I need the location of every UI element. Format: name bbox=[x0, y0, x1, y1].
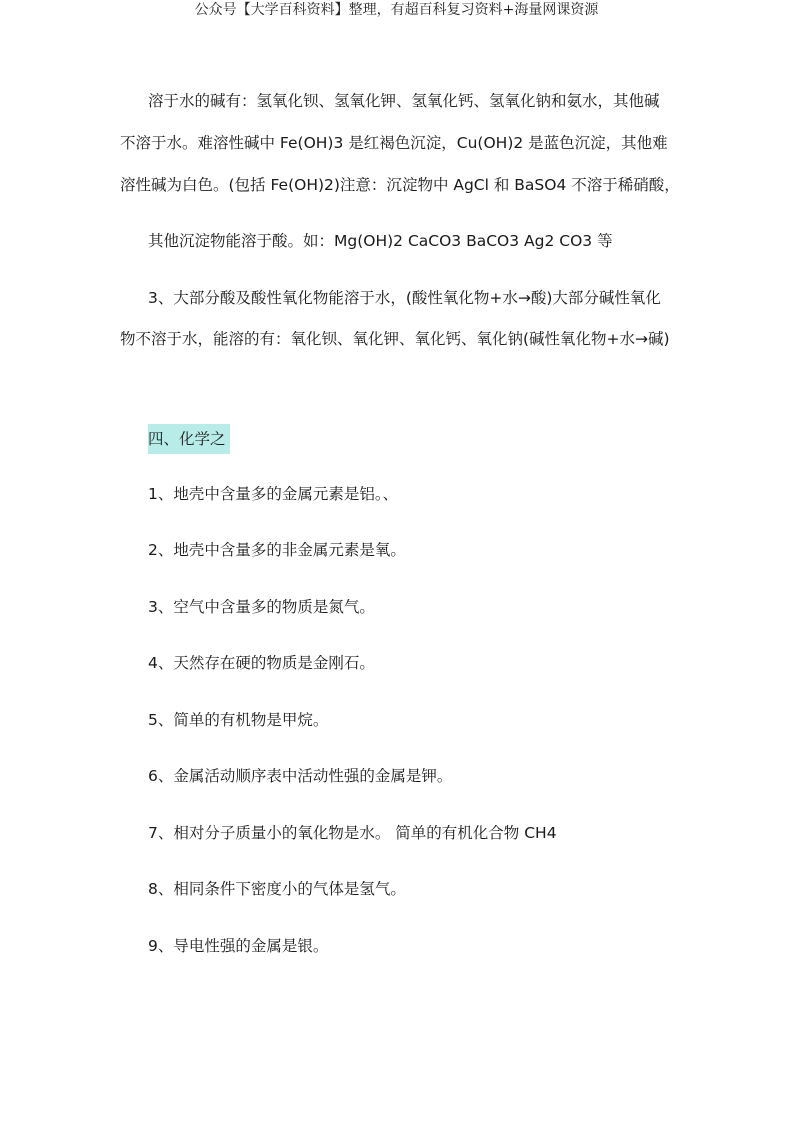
paragraph1-line-3: 溶性碱为白色。(包括 Fe(OH)2)注意：沉淀物中 AgCl 和 BaSO4 不溶于稀硝酸， bbox=[120, 176, 680, 194]
paragraph2-line-1: 3、大部分酸及酸性氧化物能溶于水，(酸性氧化物+水→酸)大部分碱性氧化 bbox=[148, 289, 661, 307]
list-item: 6、金属活动顺序表中活动性强的金属是钾。 bbox=[148, 767, 453, 785]
paragraph1-line-4: 其他沉淀物能溶于酸。如：Mg(OH)2 CaCO3 BaCO3 Ag2 CO3 等 bbox=[148, 232, 613, 250]
list-item: 2、地壳中含量多的非金属元素是氧。 bbox=[148, 541, 406, 559]
paragraph1-line-2: 不溶于水。难溶性碱中 Fe(OH)3 是红褐色沉淀，Cu(OH)2 是蓝色沉淀，其他难 bbox=[120, 134, 668, 152]
list-item: 7、相对分子质量小的氧化物是水。 简单的有机化合物 CH4 bbox=[148, 824, 557, 842]
list-item: 8、相同条件下密度小的气体是氢气。 bbox=[148, 880, 406, 898]
section-heading: 四、化学之 bbox=[148, 424, 230, 454]
list-item: 1、地壳中含量多的金属元素是铝。、 bbox=[148, 485, 399, 503]
list-item: 5、简单的有机物是甲烷。 bbox=[148, 711, 329, 729]
list-item: 3、空气中含量多的物质是氮气。 bbox=[148, 598, 375, 616]
paragraph1-line-1: 溶于水的碱有：氢氧化钡、氢氧化钾、氢氧化钙、氢氧化钠和氨水，其他碱 bbox=[148, 92, 660, 110]
page-header: 公众号【大学百科资料】整理，有超百科复习资料+海量网课资源 bbox=[194, 2, 599, 18]
paragraph2-line-2: 物不溶于水，能溶的有：氧化钡、氧化钾、氧化钙、氧化钠(碱性氧化物+水→碱) bbox=[120, 330, 670, 348]
list-item: 4、天然存在硬的物质是金刚石。 bbox=[148, 654, 375, 672]
list-item: 9、导电性强的金属是银。 bbox=[148, 937, 329, 955]
